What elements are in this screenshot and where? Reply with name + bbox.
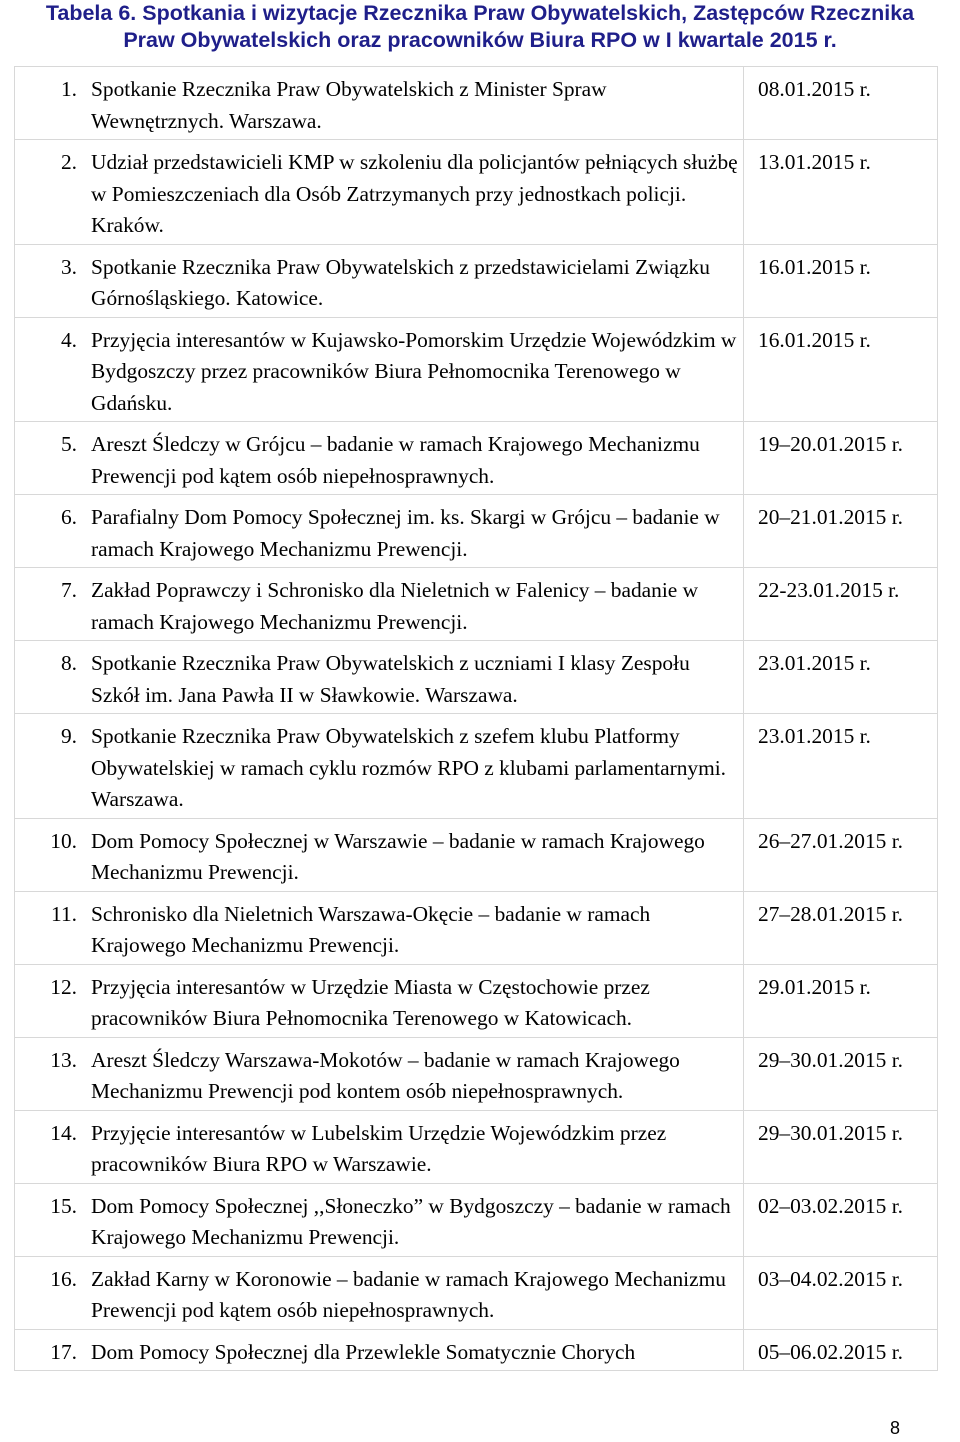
row-number: 12. (15, 964, 86, 1037)
row-description: Dom Pomocy Społecznej w Warszawie – badanie w ramach Krajowego Mechanizmu Prewencji. (85, 818, 744, 891)
table-caption-line-2: Praw Obywatelskich oraz pracowników Biura RPO w I kwartale 2015 r. (123, 28, 837, 52)
row-description: Udział przedstawicieli KMP w szkoleniu dla policjantów pełniących służbę w Pomieszczeniach dla Osób Zatrzymanych przy jednostkach policji. Kraków. (85, 140, 744, 245)
row-description: Spotkanie Rzecznika Praw Obywatelskich z szefem klubu Platformy Obywatelskiej w ramach cyklu rozmów RPO z klubami parlamentarnymi. Warszawa. (85, 714, 744, 819)
row-description: Zakład Karny w Koronowie – badanie w ramach Krajowego Mechanizmu Prewencji pod kątem osób niepełnosprawnych. (85, 1256, 744, 1329)
row-number: 10. (15, 818, 86, 891)
events-table (14, 66, 938, 1371)
table-row (15, 67, 938, 140)
row-number: 3. (15, 244, 86, 317)
row-date: 02–03.02.2015 r. (744, 1183, 938, 1256)
row-description: Przyjęcia interesantów w Urzędzie Miasta w Częstochowie przez pracowników Biura Pełnomocnika Terenowego w Katowicach. (85, 964, 744, 1037)
row-date: 05–06.02.2015 r. (744, 1329, 938, 1371)
row-date: 13.01.2015 r. (744, 140, 938, 245)
row-number: 1. (15, 67, 86, 140)
row-date: 23.01.2015 r. (744, 641, 938, 714)
table-row (15, 1037, 938, 1110)
row-number: 16. (15, 1256, 86, 1329)
table-row (15, 818, 938, 891)
table-caption-line-1: Tabela 6. Spotkania i wizytacje Rzecznika Praw Obywatelskich, Zastępców Rzecznika (45, 1, 915, 25)
row-date: 22-23.01.2015 r. (744, 568, 938, 641)
row-description: Dom Pomocy Społecznej ,,Słoneczko” w Bydgoszczy – badanie w ramach Krajowego Mechanizmu Prewencji. (85, 1183, 744, 1256)
table-caption (0, 0, 960, 54)
row-number: 6. (15, 495, 86, 568)
row-number: 15. (15, 1183, 86, 1256)
row-date: 08.01.2015 r. (744, 67, 938, 140)
row-date: 23.01.2015 r. (744, 714, 938, 819)
row-number: 7. (15, 568, 86, 641)
page-number: 8 (889, 1418, 900, 1438)
row-number: 4. (15, 317, 86, 422)
row-description: Parafialny Dom Pomocy Społecznej im. ks. Skargi w Grójcu – badanie w ramach Krajowego Mechanizmu Prewencji. (85, 495, 744, 568)
row-date: 20–21.01.2015 r. (744, 495, 938, 568)
row-date: 29.01.2015 r. (744, 964, 938, 1037)
table-row (15, 641, 938, 714)
table-row (15, 891, 938, 964)
row-description: Areszt Śledczy w Grójcu – badanie w ramach Krajowego Mechanizmu Prewencji pod kątem osób niepełnosprawnych. (85, 422, 744, 495)
row-date: 03–04.02.2015 r. (744, 1256, 938, 1329)
row-number: 8. (15, 641, 86, 714)
table-row (15, 714, 938, 819)
row-date: 29–30.01.2015 r. (744, 1110, 938, 1183)
table-row (15, 422, 938, 495)
row-description: Przyjęcie interesantów w Lubelskim Urzędzie Wojewódzkim przez pracowników Biura RPO w Warszawie. (85, 1110, 744, 1183)
row-description: Areszt Śledczy Warszawa-Mokotów – badanie w ramach Krajowego Mechanizmu Prewencji pod kontem osób niepełnosprawnych. (85, 1037, 744, 1110)
row-number: 14. (15, 1110, 86, 1183)
row-number: 11. (15, 891, 86, 964)
table-row (15, 1183, 938, 1256)
row-date: 19–20.01.2015 r. (744, 422, 938, 495)
row-number: 13. (15, 1037, 86, 1110)
row-number: 9. (15, 714, 86, 819)
table-row (15, 568, 938, 641)
table-row (15, 317, 938, 422)
row-description: Dom Pomocy Społecznej dla Przewlekle Somatycznie Chorych (85, 1329, 744, 1371)
row-date: 26–27.01.2015 r. (744, 818, 938, 891)
table-row (15, 1256, 938, 1329)
row-description: Spotkanie Rzecznika Praw Obywatelskich z uczniami I klasy Zespołu Szkół im. Jana Pawła II w Sławkowie. Warszawa. (85, 641, 744, 714)
row-description: Zakład Poprawczy i Schronisko dla Nieletnich w Falenicy – badanie w ramach Krajowego Mechanizmu Prewencji. (85, 568, 744, 641)
row-number: 2. (15, 140, 86, 245)
row-date: 27–28.01.2015 r. (744, 891, 938, 964)
table-row (15, 1329, 938, 1371)
row-description: Spotkanie Rzecznika Praw Obywatelskich z przedstawicielami Związku Górnośląskiego. Katowice. (85, 244, 744, 317)
table-row (15, 244, 938, 317)
row-number: 17. (15, 1329, 86, 1371)
table-row (15, 964, 938, 1037)
row-date: 16.01.2015 r. (744, 317, 938, 422)
row-description: Spotkanie Rzecznika Praw Obywatelskich z Minister Spraw Wewnętrznych. Warszawa. (85, 67, 744, 140)
table-row (15, 1110, 938, 1183)
row-date: 16.01.2015 r. (744, 244, 938, 317)
row-description: Schronisko dla Nieletnich Warszawa-Okęcie – badanie w ramach Krajowego Mechanizmu Prewencji. (85, 891, 744, 964)
table-row (15, 140, 938, 245)
row-number: 5. (15, 422, 86, 495)
table-row (15, 495, 938, 568)
row-description: Przyjęcia interesantów w Kujawsko-Pomorskim Urzędzie Wojewódzkim w Bydgoszczy przez pracowników Biura Pełnomocnika Terenowego w Gdańsku. (85, 317, 744, 422)
row-date: 29–30.01.2015 r. (744, 1037, 938, 1110)
